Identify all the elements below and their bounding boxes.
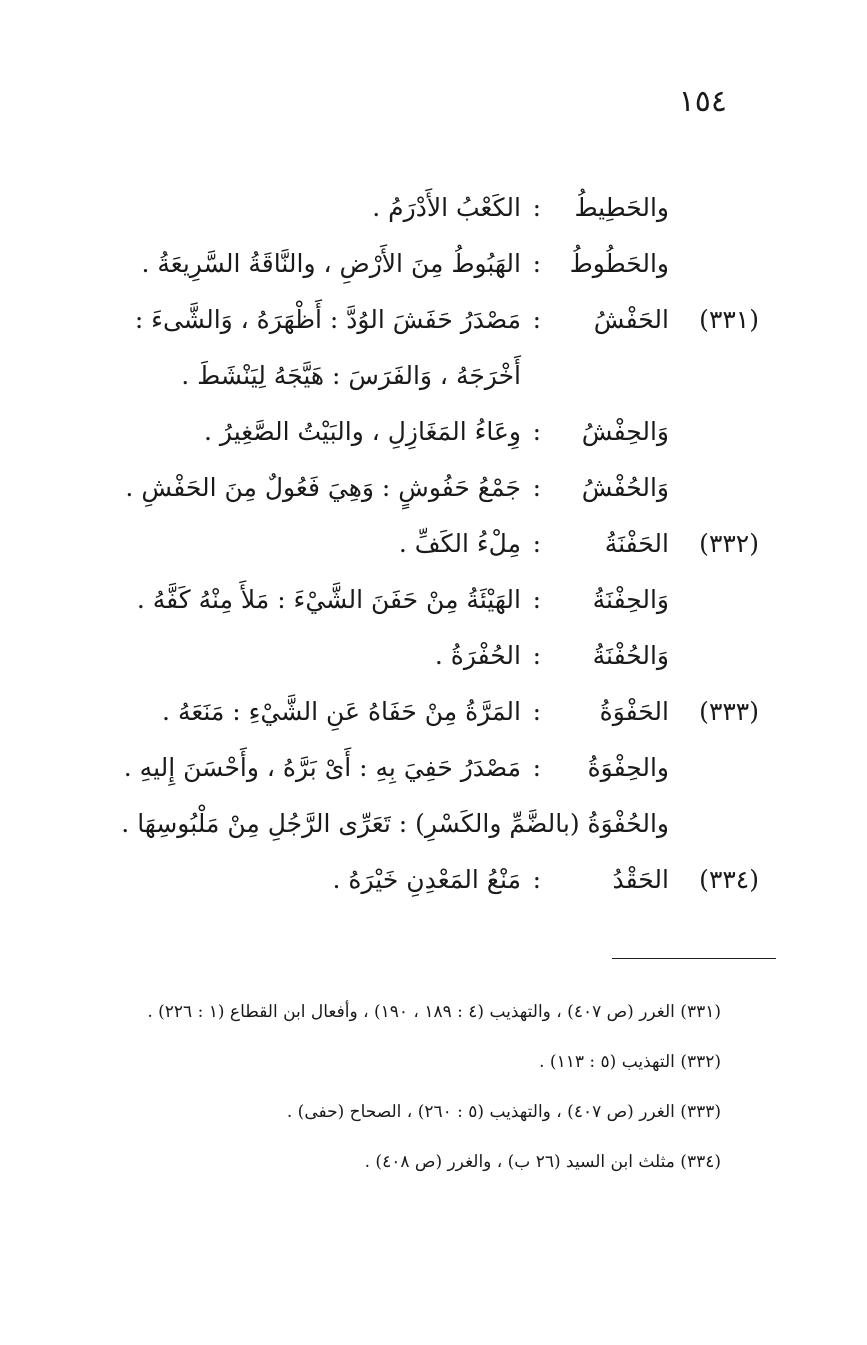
entry-number: (٣٣٤) [699,865,759,894]
entry-definition: مِلْءُ الكَفِّ . [398,529,521,558]
entry-line [99,460,759,516]
entry-line [99,628,759,684]
entry-colon: : [532,417,541,446]
entry-definition: الهَبُوطُ مِنَ الأَرْضِ ، والنَّاقَةُ السَّرِيعَةُ . [141,249,521,278]
entry-colon: : [532,473,541,502]
entry-full-text: والحُفْوَةُ (بالضَّمِّ والكَسْرِ) : تَعَرِّى الرَّجُلِ مِنْ مَلْبُوسِهَا . [121,809,669,838]
entry-colon: : [532,753,541,782]
entry-full-line [99,796,759,852]
entry-colon: : [532,641,541,670]
entry-colon: : [532,249,541,278]
entry-headword: والحَطِيطُ [574,193,669,222]
footnotes [107,996,721,1196]
entry-line [99,236,759,292]
entry-definition: المَرَّةُ مِنْ حَفَاهُ عَنِ الشَّيْءِ : مَنَعَهُ . [162,697,521,726]
entry-headword: وَالحِفْنَةُ [592,585,669,614]
entry-headword: وَالحُفْشُ [581,473,669,502]
footnote: (٣٣٤) مثلث ابن السيد (٢٦ ب) ، والغرر (ص ٤٠٨) . [364,1152,721,1172]
entry-definition: الحُفْرَةُ . [434,641,521,670]
entry-continuation-line [99,348,759,404]
entry-headword: والحِفْوَةُ [587,753,669,782]
footnote: (٣٣٣) الغرر (ص ٤٠٧) ، والتهذيب (٥ : ٢٦٠) ، الصحاح (حفى) . [286,1102,721,1122]
entry-definition: وِعَاءُ المَغَازِلِ ، والبَيْتُ الصَّغِيرُ . [204,417,521,446]
entry-line [99,684,759,740]
entry-colon: : [532,193,541,222]
entry-headword: الحَقْدُ [612,865,669,894]
entry-line [99,572,759,628]
entry-headword: الحَفْوَةُ [599,697,669,726]
entry-line [99,404,759,460]
entry-headword: وَالحِفْشُ [581,417,669,446]
footnote-separator [612,958,776,959]
entry-definition: مَصْدَرُ حَفِيَ بِهِ : أَىْ بَرَّهُ ، وأَحْسَنَ إِليهِ . [123,753,521,782]
entry-colon: : [532,529,541,558]
entries-list [99,180,759,908]
entry-line [99,292,759,348]
entry-number: (٣٣١) [699,305,759,334]
entry-headword: الحَفْنَةُ [604,529,669,558]
entry-line [99,180,759,236]
entry-colon: : [532,585,541,614]
entry-line [99,516,759,572]
footnote: (٣٣١) الغرر (ص ٤٠٧) ، والتهذيب (٤ : ١٨٩ ، ١٩٠) ، وأفعال ابن القطاع (١ : ٢٢٦) . [147,1002,721,1022]
entry-colon: : [532,305,541,334]
entry-colon: : [532,865,541,894]
entry-definition: مَنْعُ المَعْدِنِ خَيْرَهُ . [332,865,521,894]
entry-headword: الحَفْشُ [593,305,669,334]
entry-colon: : [532,697,541,726]
entry-line [99,740,759,796]
entry-definition-continuation: أَخْرَجَهُ ، وَالفَرَسَ : هَيَّجَهُ لِيَنْشَطَ . [181,361,521,390]
entry-headword: وَالحُفْنَةُ [592,641,669,670]
entry-definition: مَصْدَرُ حَفَشَ الوُدَّ : أَظْهَرَهُ ، وَالشَّىءَ : [134,305,521,334]
entry-number: (٣٣٢) [699,529,759,558]
entry-line [99,852,759,908]
page-number: ١٥٤ [678,84,727,119]
entry-definition: الهَيْئَةُ مِنْ حَفَنَ الشَّيْءَ : مَلأَ مِنْهُ كَفَّهُ . [136,585,521,614]
entry-number: (٣٣٣) [699,697,759,726]
entry-definition: الكَعْبُ الأَدْرَمُ . [372,193,521,222]
entry-definition: جَمْعُ حَفُوشٍ : وَهِيَ فَعُولٌ مِنَ الحَفْشِ . [125,473,521,502]
footnote: (٣٣٢) التهذيب (٥ : ١١٣) . [539,1052,721,1072]
entry-headword: والحَطُوطُ [569,249,669,278]
